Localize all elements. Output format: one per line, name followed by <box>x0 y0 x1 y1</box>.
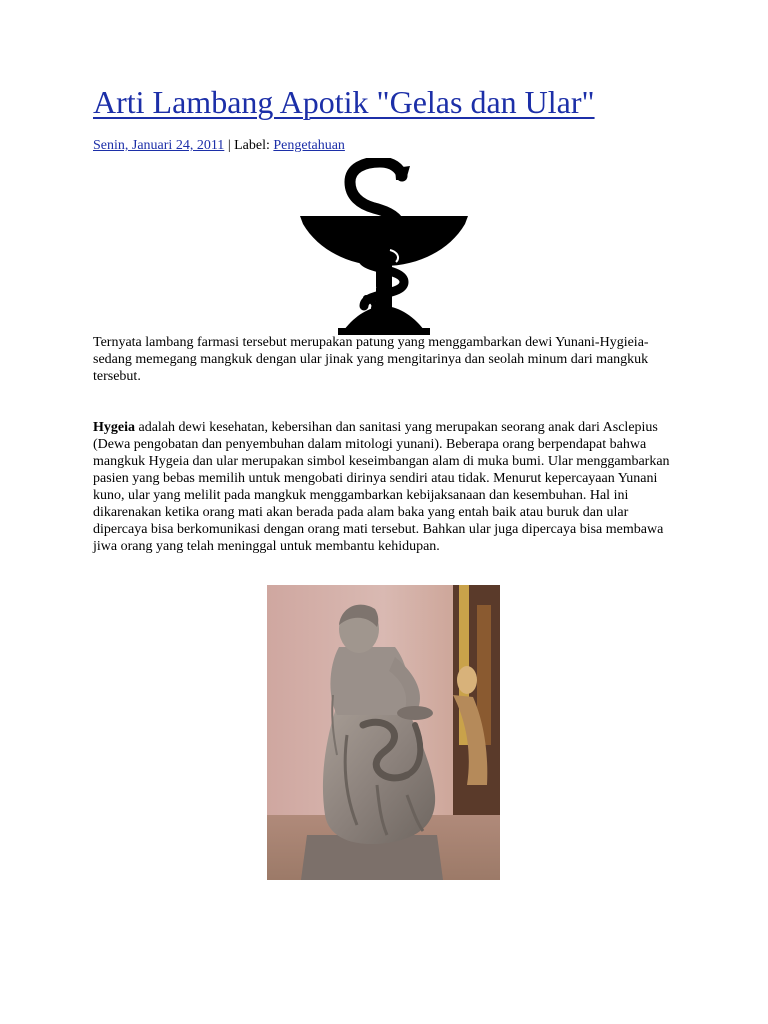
post-title-link[interactable]: Arti Lambang Apotik "Gelas dan Ular" <box>93 84 595 120</box>
post-label-link[interactable]: Pengetahuan <box>273 138 345 153</box>
intro-paragraph: Ternyata lambang farmasi tersebut merupakan patung yang menggambarkan dewi Yunani-Hygieia-sedang memegang mangkuk dengan ular jinak yang mengitarinya dan seolah minum dari mangkuk tersebut. <box>93 335 649 384</box>
hygeia-paragraph-text: adalah dewi kesehatan, kebersihan dan sanitasi yang merupakan seorang anak dari Asclepius (Dewa pengobatan dan penyembuhan dalam mitologi yunani). Beberapa orang berpendapat bahwa mangkuk Hygeia dan ular merupakan simbol keseimbangan alam di muka bumi. Ular menggambarkan pasien yang bebas memilih untuk mengobati dirinya sendiri atau tidak. Menurut kepercayaan Yunani kuno, ular yang melilit pada mangkuk menggambarkan kebijaksanaan dan kesembuhan. Hal ini dikarenakan ketika orang mati akan berada pada alam baka yang entah baik atau buruk dan ular dipercaya bisa berkomunikasi dengan orang mati tersebut. Bahkan ular juga dipercaya bisa membawa jiwa orang yang telah meninggal untuk membantu kehidupan. <box>93 420 670 554</box>
hygeia-bold-term: Hygeia <box>93 420 135 435</box>
hygeia-paragraph <box>93 419 683 555</box>
hygieia-statue-photo <box>267 585 500 880</box>
post-date-link[interactable]: Senin, Januari 24, 2011 <box>93 138 225 153</box>
post-meta <box>93 137 345 155</box>
bowl-of-hygieia-icon <box>300 158 468 336</box>
label-separator: | Label: <box>224 138 274 153</box>
